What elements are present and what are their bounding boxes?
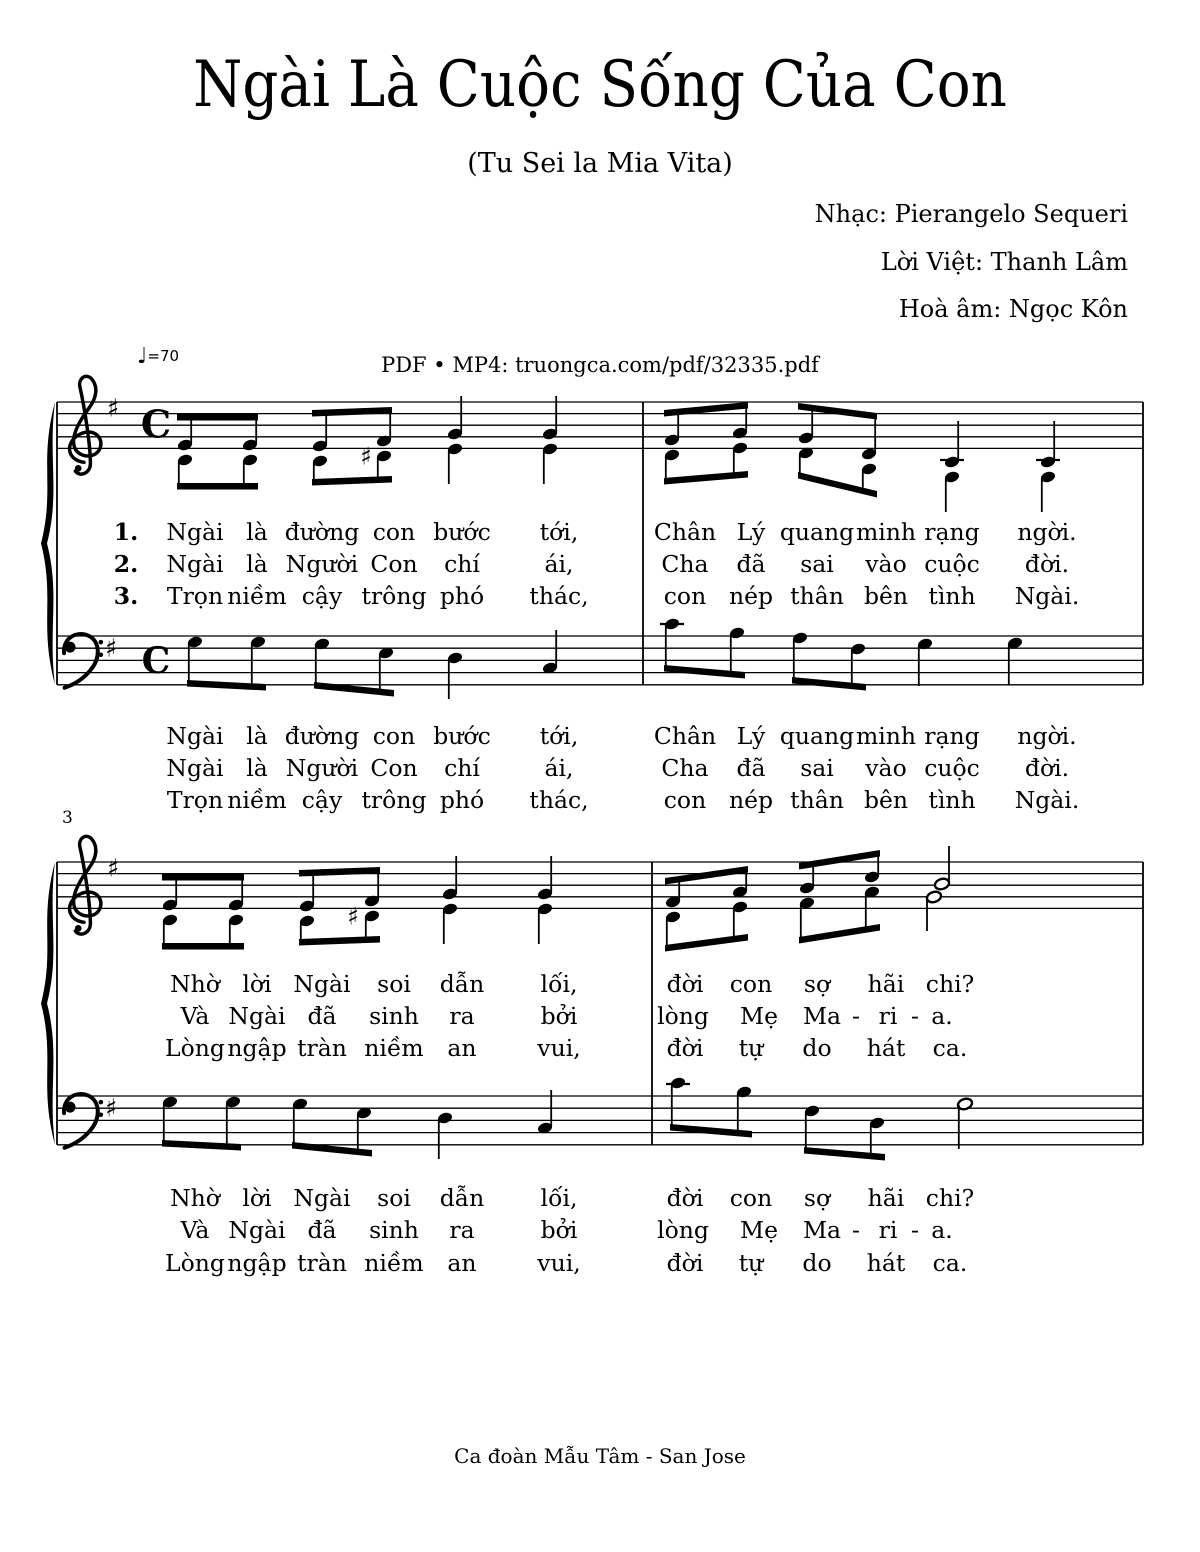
lyric-word: hãi [867,970,905,998]
lyric-word: a. [931,1002,953,1030]
lyric-word: Con [370,754,418,782]
note-group [447,651,464,699]
lyric-word: thân [790,786,844,814]
beam [664,402,748,417]
lyric-word: đời. [1024,754,1070,782]
lyric-word: ca. [932,1034,968,1062]
lyric-word: đường [284,722,360,750]
lyric-word: phó [439,786,485,814]
beam [664,665,745,679]
note-group [537,856,554,944]
lyric-word: soi [377,1184,411,1212]
key-signature-sharp: ♯ [106,393,120,423]
lyric-word: vui, [537,1249,581,1277]
bass-clef-head-dot [65,642,76,653]
beam [162,943,244,950]
beam [670,1124,752,1138]
lyric-word: đường [284,518,360,546]
beam [799,924,880,944]
lyric-word: Ngài [166,722,224,750]
beam [177,414,258,421]
lyric-word: ra [449,1216,475,1244]
lyric-word: con [729,1184,773,1212]
lyric-word: lối, [540,970,578,998]
lyric-word: đã [736,550,766,578]
lyric-word: Lòng [165,1249,225,1277]
beam [162,874,244,881]
beam [665,866,748,885]
beam [312,407,392,417]
lyric-word: Ngài [166,550,224,578]
lyric-word: - [852,1216,860,1244]
bass-clef-head-dot [65,1102,76,1113]
lyric-word: bởi [540,1216,578,1244]
lyric-word: dẫn [439,970,485,998]
lyric-word: con [372,722,416,750]
key-signature-sharp: ♯ [106,853,120,883]
lyric-word: tự [738,1249,764,1277]
lyric-word: hãi [867,1184,905,1212]
lyric-word: lời [242,970,272,998]
lyric-word: sinh [369,1002,419,1030]
lyric-word: con [729,970,773,998]
time-signature-common: C [140,401,172,447]
note-group [940,421,964,512]
time-signature-common: C [141,639,171,682]
credit-lyrics: Lời Việt: Thanh Lâm [880,248,1128,276]
note-group [292,1097,373,1156]
lyric-word: đời [666,970,704,998]
lyric-word: niềm [227,786,287,814]
lyric-word: Ngài [228,1216,286,1244]
lyric-word: soi [377,970,411,998]
lyric-word: trông [361,786,427,814]
quarter-note-icon: ♩ [137,344,148,369]
lyric-word: lối, [540,1184,578,1212]
lyric-word: niềm [227,582,287,610]
bass-clef-dot [99,1112,104,1117]
lyric-word: Ngài [293,1184,351,1212]
lyric-word: ngập [227,1034,287,1062]
lyric-word: bước [433,722,491,750]
lyric-word: Con [370,550,418,578]
lyric-word: niềm [364,1249,424,1277]
lyric-word: đã [307,1002,337,1030]
note-group [917,637,934,686]
lyric-word: vào [865,550,907,578]
lyric-word: minh [855,722,917,750]
lyric-word: Chân [653,722,717,750]
lyric-word: con [372,518,416,546]
lyric-word: đời. [1024,550,1070,578]
lyric-word: ngời. [1017,518,1077,546]
note-group [542,630,559,675]
beam [187,680,266,691]
note-group [314,637,395,696]
lyric-word: chi? [925,970,975,998]
note-group [1036,421,1060,512]
treble-clef-dot [75,465,82,472]
lyric-word: ri [878,1002,898,1030]
lyric-word: sợ [803,1184,831,1212]
lyric-word: tự [738,1034,764,1062]
lyric-word: - [911,1216,919,1244]
lyric-word: lòng [657,1216,709,1244]
lyric-word: Ngài [166,754,224,782]
lyric-word: - [852,1002,860,1030]
lyric-word: cậy [301,786,343,814]
lyric-word: là [246,722,268,750]
key-signature-sharp: ♯ [104,633,118,663]
lyric-word: Ngài. [1014,582,1080,610]
beam [299,867,380,877]
beam [804,1147,885,1161]
beam [312,476,392,486]
grand-staff-brace [41,402,55,685]
lyric-word: chí [444,550,480,578]
lyric-word: là [246,550,268,578]
lyric-word: Nhờ [170,1184,220,1212]
lyric-word: bởi [540,1002,578,1030]
lyric-word: do [802,1034,832,1062]
lyric-word: do [802,1249,832,1277]
footer-choir-name: Ca đoàn Mẫu Tâm - San Jose [454,1444,746,1468]
lyric-word: con [663,582,707,610]
half-notehead [926,890,943,904]
lyric-word: niềm [364,1034,424,1062]
lyric-word: đời [666,1034,704,1062]
note-group [798,403,878,498]
lyric-word: lời [242,1184,272,1212]
lyric-word: vào [865,754,907,782]
lyric-word: Trọn [166,582,224,610]
lyric-word: phó [439,582,485,610]
lyric-word: ra [449,1002,475,1030]
lyric-word: tràn [297,1034,347,1062]
accidental-sharp: ♯ [347,902,359,931]
lyric-word: hát [866,1034,906,1062]
credit-music: Nhạc: Pierangelo Sequeri [814,200,1128,228]
beam [299,936,380,946]
lyric-word: ái, [544,754,574,782]
lyric-word: con [663,786,707,814]
verse-number: 1. [113,518,139,546]
beam [177,483,258,490]
lyric-word: Cha [661,550,709,578]
lyric-word: Ngài. [1014,786,1080,814]
note-group [442,856,459,944]
lyric-word: cậy [301,582,343,610]
lyric-word: trông [361,582,427,610]
lyric-word: là [246,754,268,782]
lyric-word: đời [666,1184,704,1212]
beam [162,1140,241,1151]
lyric-word: sai [800,754,834,782]
note-group [437,1111,454,1159]
lyric-word: minh [855,518,917,546]
note-group [666,1076,752,1137]
lyric-word: ngời. [1017,722,1077,750]
beam [799,850,880,870]
lyric-word: nép [728,786,774,814]
lyric-word: Ngài [293,970,351,998]
key-signature-sharp: ♯ [104,1093,118,1123]
lyric-word: bên [863,582,909,610]
lyric-word: thân [790,582,844,610]
page-title: Ngài Là Cuộc Sống Của Con [193,48,1007,122]
lyric-word: Ma [802,1216,842,1244]
note-group [447,396,464,484]
lyric-word: a. [931,1216,953,1244]
lyric-word: an [447,1034,477,1062]
pdf-mp4-link[interactable]: PDF • MP4: truongca.com/pdf/32335.pdf [381,353,819,377]
lyric-word: Lý [736,518,766,546]
lyric-word: hát [866,1249,906,1277]
lyric-word: tới, [539,722,579,750]
beam [664,471,748,485]
lyric-word: ca. [932,1249,968,1277]
lyric-word: là [246,518,268,546]
bass-clef-dot [99,640,104,645]
note-group [926,846,951,931]
lyric-word: Người [285,550,359,578]
lyric-word: nép [728,582,774,610]
grand-staff-system-2 [41,836,1143,1160]
tempo-value: =70 [147,347,180,365]
lyric-word: Ngài [228,1002,286,1030]
lyric-word: Ma [802,1002,842,1030]
bass-clef-dot [99,652,104,657]
note-group [162,1095,242,1150]
treble-clef-dot [75,925,82,932]
lyric-word: Trọn [166,786,224,814]
lyric-word: chí [444,754,480,782]
lyric-word: quang [779,518,855,546]
lyric-word: vui, [537,1034,581,1062]
lyric-word: rạng [924,518,980,546]
lyric-word: tình [928,786,976,814]
grand-staff-brace [41,862,55,1145]
note-group [957,1097,974,1149]
lyric-word: ái, [544,550,574,578]
lyric-word: sợ [803,970,831,998]
bass-clef-dot [99,1100,104,1105]
lyric-word: rạng [924,722,980,750]
lyric-word: Và [180,1216,210,1244]
lyric-word: quang [779,722,855,750]
note-group [542,396,559,484]
lyric-word: Cha [661,754,709,782]
lyric-word: Người [285,754,359,782]
accidental-sharp: ♯ [360,442,372,471]
lyric-word: lòng [657,1002,709,1030]
beam [798,472,877,498]
page-subtitle: (Tu Sei la Mia Vita) [467,148,733,179]
measure-number: 3 [62,808,73,828]
lyric-word: đời [666,1249,704,1277]
verse-number: 3. [113,582,139,610]
beam [792,677,866,691]
note-group [537,1090,554,1135]
note-group [299,867,381,946]
lyric-word: Mẹ [740,1216,778,1244]
lyric-word: tình [928,582,976,610]
lyric-word: đã [736,754,766,782]
lyric-word: Mẹ [740,1002,778,1030]
lyric-word: Nhờ [170,970,220,998]
lyric-word: sai [800,550,834,578]
lyric-word: thác, [529,582,589,610]
lyric-word: ri [878,1216,898,1244]
lyric-word: tràn [297,1249,347,1277]
verse-number: 2. [113,550,139,578]
lyric-word: Ngài [166,518,224,546]
note-group [187,635,267,690]
note-group [312,407,393,486]
lyric-word: Chân [653,518,717,546]
lyric-word: Và [180,1002,210,1030]
lyric-word: chi? [925,1184,975,1212]
lyric-word: đã [307,1216,337,1244]
lyric-word: ngập [227,1249,287,1277]
lyric-word: tới, [539,518,579,546]
lyric-word: dẫn [439,1184,485,1212]
lyric-word: - [911,1002,919,1030]
beam [665,934,748,952]
lyric-word: cuộc [924,754,980,782]
beam [798,403,877,420]
lyric-word: sinh [369,1216,419,1244]
lyric-word: cuộc [924,550,980,578]
note-group [664,402,749,485]
half-notehead [934,877,951,891]
lyric-word: thác, [529,786,589,814]
lyric-word: bên [863,786,909,814]
lyric-word: Lòng [165,1034,225,1062]
lyric-word: an [447,1249,477,1277]
credit-arrangement: Hoà âm: Ngọc Kôn [898,295,1128,323]
lyric-word: Lý [736,722,766,750]
lyric-word: bước [433,518,491,546]
